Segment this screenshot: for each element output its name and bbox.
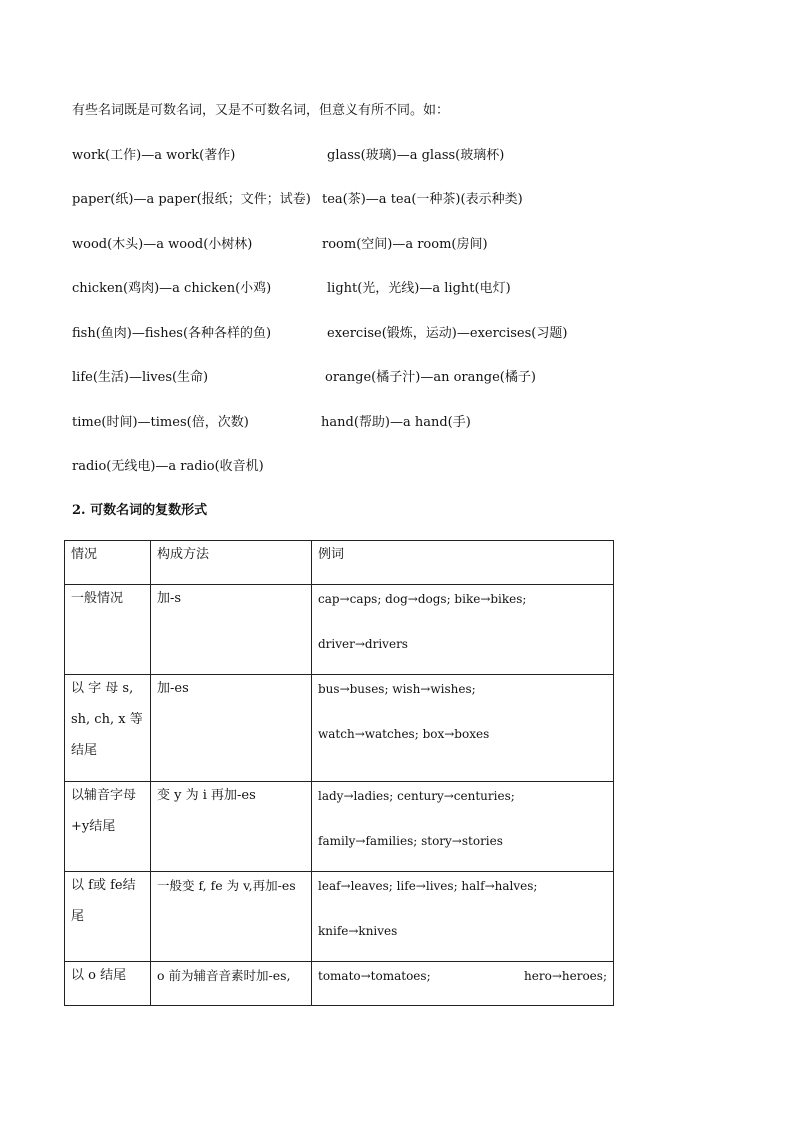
case-text: 一般情况	[71, 591, 124, 606]
cell-example	[312, 585, 614, 675]
cell-method	[151, 585, 312, 675]
table-row	[65, 782, 614, 872]
example-line: bus→buses; wish→wishes;	[318, 682, 476, 696]
example-line: driver→drivers	[318, 637, 408, 651]
pair-right: exercise(锻炼，运动)—exercises(习题)	[327, 326, 568, 341]
example-line: cap→caps; dog→dogs; bike→bikes;	[318, 592, 527, 606]
method-text: 一般变 f, fe 为 v,再加-es	[157, 878, 296, 893]
pair-right: room(空间)—a room(房间)	[322, 237, 488, 252]
cell-example	[312, 675, 614, 782]
cell-example	[312, 782, 614, 872]
example-word: tomato→tomatoes;	[318, 969, 431, 983]
example-line: leaf→leaves; life→lives; half→halves;	[318, 879, 538, 893]
pair-left: radio(无线电)—a radio(收音机)	[72, 459, 264, 474]
pair-right: orange(橘子汁)—an orange(橘子)	[325, 370, 536, 385]
example-word: hero→heroes;	[524, 969, 607, 983]
pair-left: chicken(鸡肉)—a chicken(小鸡)	[72, 281, 272, 296]
table-row	[65, 585, 614, 675]
case-text: 以 o 结尾	[71, 968, 127, 983]
pair-left: fish(鱼肉)—fishes(各种各样的鱼)	[72, 326, 272, 341]
example-line: family→families; story→stories	[318, 834, 503, 848]
cell-case	[65, 675, 151, 782]
pair-right: light(光，光线)—a light(电灯)	[327, 281, 511, 296]
example-line: lady→ladies; century→centuries;	[318, 789, 515, 803]
case-text: 以 字 母 s, sh, ch, x 等结尾	[71, 681, 143, 758]
pair-right: glass(玻璃)—a glass(玻璃杯)	[327, 148, 505, 163]
table-row	[65, 962, 614, 1006]
cell-example	[312, 872, 614, 962]
case-text: 以 f或 fe结尾	[71, 878, 136, 924]
table-header-row	[65, 541, 614, 585]
pair-left: time(时间)—times(倍，次数)	[72, 415, 249, 430]
table-row	[65, 872, 614, 962]
section-title: 2. 可数名词的复数形式	[72, 503, 208, 518]
plural-forms-table	[64, 540, 614, 1006]
example-line: watch→watches; box→boxes	[318, 727, 490, 741]
example-line: knife→knives	[318, 924, 398, 938]
pair-right: tea(茶)—a tea(一种茶)(表示种类)	[322, 192, 523, 207]
pair-right: hand(帮助)—a hand(手)	[321, 415, 471, 430]
cell-case	[65, 962, 151, 1006]
cell-example	[312, 962, 614, 1006]
intro-text: 有些名词既是可数名词，又是不可数名词，但意义有所不同。如：	[72, 103, 450, 118]
cell-method	[151, 675, 312, 782]
cell-case	[65, 782, 151, 872]
cell-method	[151, 782, 312, 872]
method-text: 变 y 为 i 再加-es	[157, 788, 256, 803]
cell-method	[151, 962, 312, 1006]
method-text: o 前为辅音音素时加-es,	[157, 968, 291, 983]
cell-method	[151, 872, 312, 962]
pair-left: life(生活)—lives(生命)	[72, 370, 209, 385]
pair-left: wood(木头)—a wood(小树林)	[72, 237, 253, 252]
header-method: 构成方法	[151, 541, 312, 585]
case-text: 以辅音字母+y结尾	[71, 788, 137, 834]
example-line	[318, 968, 607, 984]
method-text: 加-s	[157, 591, 182, 606]
pair-left: paper(纸)—a paper(报纸；文件；试卷)	[72, 192, 311, 207]
header-case: 情况	[65, 541, 151, 585]
header-example: 例词	[312, 541, 614, 585]
table-row	[65, 675, 614, 782]
cell-case	[65, 585, 151, 675]
method-text: 加-es	[157, 681, 189, 696]
cell-case	[65, 872, 151, 962]
pair-left: work(工作)—a work(著作)	[72, 148, 236, 163]
